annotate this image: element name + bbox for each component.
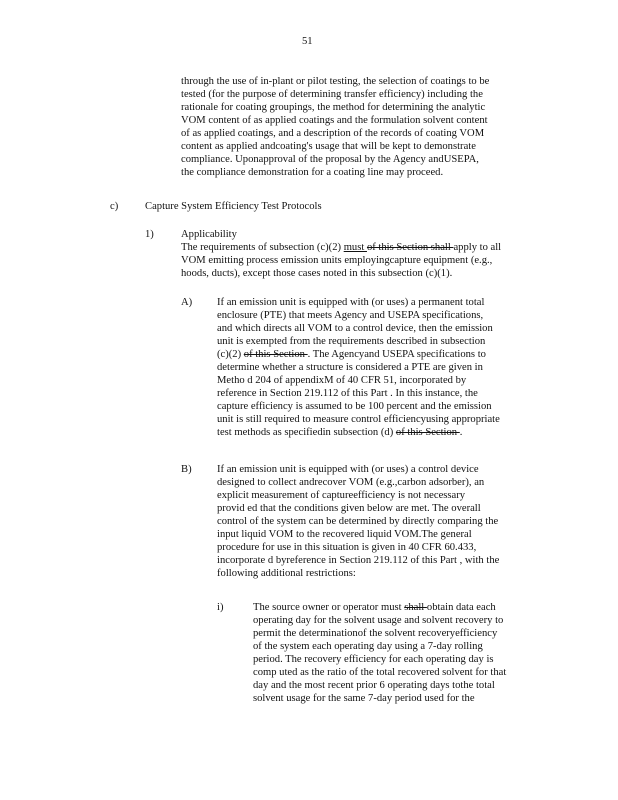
paragraph-line: explicit measurement of captureefficiency is not necessary <box>217 490 466 501</box>
paragraph-line: day and the most recent prior 6 operating days tothe total <box>253 680 495 691</box>
paragraph-line: permit the determinationof the solvent recoveryefficiency <box>253 628 498 639</box>
item-label: A) <box>181 297 193 308</box>
deleted-text: of this Section <box>243 349 308 360</box>
paragraph-line: of as applied coatings, and a description of the records of coating VOM <box>181 128 485 139</box>
paragraph-line: input liquid VOM to the recovered liquid VOM.The general <box>217 529 472 540</box>
deleted-text: of this Section shall <box>366 242 454 253</box>
paragraph-line: compliance. Uponapproval of the proposal by the Agency andUSEPA, <box>181 154 479 165</box>
page-number: 51 <box>302 36 313 47</box>
section-heading: Capture System Efficiency Test Protocols <box>145 201 322 212</box>
paragraph-line: Metho d 204 of appendixM of 40 CFR 51, incorporated by <box>217 375 467 386</box>
item-label: i) <box>217 602 224 613</box>
paragraph-line: the compliance demonstration for a coating line may proceed. <box>181 167 444 178</box>
text-run: apply to all <box>453 242 502 253</box>
paragraph-line: designed to collect andrecover VOM (e.g.,carbon adsorber), an <box>217 477 485 488</box>
paragraph-line: of the system each operating day using a 7-day rolling <box>253 641 483 652</box>
paragraph-line: period. The recovery efficiency for each operating day is <box>253 654 494 665</box>
paragraph-line: through the use of in-plant or pilot testing, the selection of coatings to be <box>181 76 490 87</box>
text-run: (c)(2) <box>217 349 244 360</box>
item-label: 1) <box>145 229 154 240</box>
paragraph-line <box>217 426 462 439</box>
paragraph-line: following additional restrictions: <box>217 568 356 579</box>
paragraph-line: incorporate d byreference in Section 219.112 of this Part , with the <box>217 555 500 566</box>
paragraph-line: control of the system can be determined by directly comparing the <box>217 516 499 527</box>
paragraph-line: procedure for use in this situation is given in 40 CFR 60.433, <box>217 542 477 553</box>
text-run: obtain data each <box>426 602 496 613</box>
paragraph-line: rationale for coating groupings, the method for determining the analytic <box>181 102 486 113</box>
section-label: c) <box>110 201 119 212</box>
paragraph-line: tested (for the purpose of determining transfer efficiency) including the <box>181 89 483 100</box>
paragraph-line <box>181 241 501 254</box>
deleted-text: of this Section <box>395 427 460 438</box>
paragraph-line <box>253 601 496 614</box>
text-run: The requirements of subsection (c)(2) <box>181 242 344 253</box>
deleted-text: shall <box>404 602 427 613</box>
paragraph-line <box>217 348 486 361</box>
item-label: B) <box>181 464 192 475</box>
paragraph-line: unit is still required to measure control efficiencyusing appropriate <box>217 414 500 425</box>
text-run: . <box>459 427 463 438</box>
item-heading: Applicability <box>181 229 237 240</box>
paragraph-line: unit is exempted from the requirements described in subsection <box>217 336 486 347</box>
paragraph-line: content as applied andcoating's usage that will be kept to demonstrate <box>181 141 476 152</box>
paragraph-line: comp uted as the ratio of the total recovered solvent for that <box>253 667 507 678</box>
paragraph-line: reference in Section 219.112 of this Part . In this instance, the <box>217 388 478 399</box>
paragraph-line: operating day for the solvent usage and solvent recovery to <box>253 615 504 626</box>
inserted-text: must <box>343 242 367 253</box>
paragraph-line: and which directs all VOM to a control device, then the emission <box>217 323 493 334</box>
paragraph-line: VOM emitting process emission units employingcapture equipment (e.g., <box>181 255 493 266</box>
paragraph-line: provid ed that the conditions given below are met. The overall <box>217 503 481 514</box>
paragraph-line: capture efficiency is assumed to be 100 percent and the emission <box>217 401 492 412</box>
paragraph-line: enclosure (PTE) that meets Agency and USEPA specifications, <box>217 310 484 321</box>
paragraph-line: If an emission unit is equipped with (or uses) a control device <box>217 464 479 475</box>
paragraph-line: solvent usage for the same 7-day period used for the <box>253 693 475 704</box>
text-run: test methods as specifiedin subsection (d) <box>217 427 396 438</box>
text-run: . The Agencyand USEPA specifications to <box>307 349 486 360</box>
text-run: The source owner or operator must <box>253 602 405 613</box>
paragraph-line: determine whether a structure is considered a PTE are given in <box>217 362 483 373</box>
paragraph-line: If an emission unit is equipped with (or uses) a permanent total <box>217 297 485 308</box>
paragraph-line: hoods, ducts), except those cases noted in this subsection (c)(1). <box>181 268 453 279</box>
paragraph-line: VOM content of as applied coatings and the formulation solvent content <box>181 115 488 126</box>
